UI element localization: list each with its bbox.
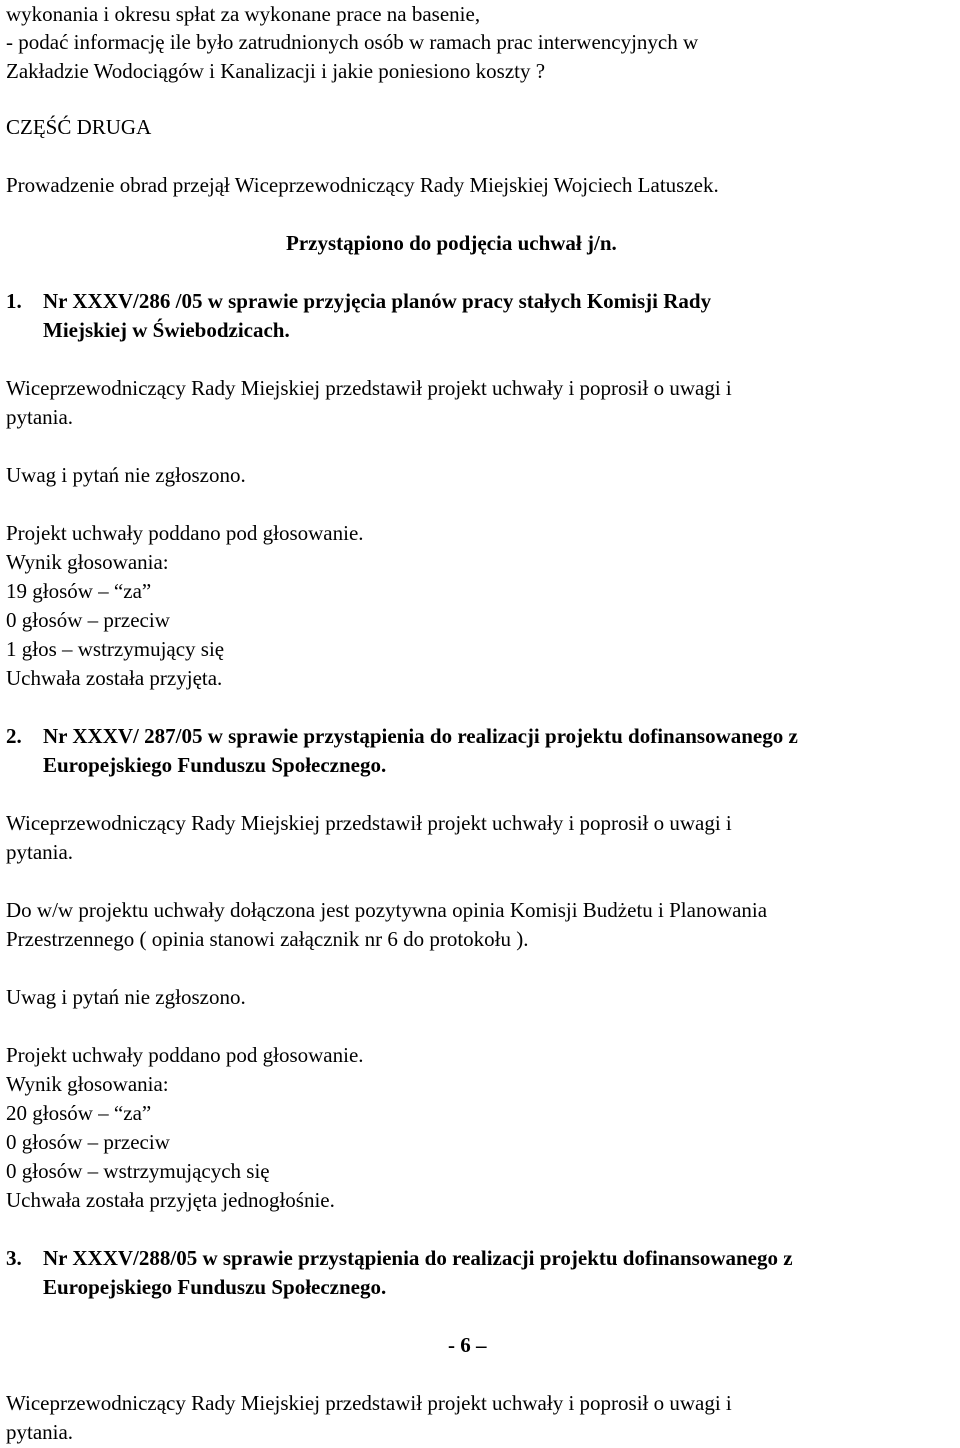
vote-intro: Projekt uchwały poddano pod głosowanie. [6,521,364,545]
presentation-text-continuation: pytania. [6,840,74,864]
presentation-text: Wiceprzewodniczący Rady Miejskiej przedstawił projekt uchwały i poprosił o uwagi i [6,1391,732,1415]
resolution-title: Nr XXXV/286 /05 w sprawie przyjęcia planów pracy stałych Komisji Rady [43,289,712,313]
resolution-number: 2. [6,724,22,748]
votes-abstain: 1 głos – wstrzymujący się [6,637,225,661]
paragraph-continuation: wykonania i okresu spłat za wykonane prace na basenie, [6,2,481,26]
presentation-text-continuation: pytania. [6,1420,74,1444]
resolution-outcome: Uchwała została przyjęta jednogłośnie. [6,1188,335,1212]
vote-label: Wynik głosowania: [6,1072,169,1096]
opinion-text: Do w/w projektu uchwały dołączona jest pozytywna opinia Komisji Budżetu i Planowania [6,898,768,922]
presentation-text: Wiceprzewodniczący Rady Miejskiej przedstawił projekt uchwały i poprosił o uwagi i [6,376,732,400]
chair-statement: Prowadzenie obrad przejął Wiceprzewodniczący Rady Miejskiej Wojciech Latuszek. [6,173,719,197]
votes-against: 0 głosów – przeciw [6,608,170,632]
resolution-title-continuation: Miejskiej w Świebodzicach. [43,318,290,342]
dash-list-item-continuation: Zakładzie Wodociągów i Kanalizacji i jakie poniesiono koszty ? [6,59,546,83]
section-heading: CZĘŚĆ DRUGA [6,115,152,139]
votes-for: 19 głosów – “za” [6,579,152,603]
resolution-number: 3. [6,1246,22,1270]
presentation-text: Wiceprzewodniczący Rady Miejskiej przedstawił projekt uchwały i poprosił o uwagi i [6,811,732,835]
resolution-title-continuation: Europejskiego Funduszu Społecznego. [43,753,387,777]
no-questions-text: Uwag i pytań nie zgłoszono. [6,463,246,487]
resolution-title-continuation: Europejskiego Funduszu Społecznego. [43,1275,387,1299]
votes-abstain: 0 głosów – wstrzymujących się [6,1159,270,1183]
vote-intro: Projekt uchwały poddano pod głosowanie. [6,1043,364,1067]
dash-list-item: - podać informację ile było zatrudnionych osób w ramach prac interwencyjnych w [6,30,699,54]
vote-label: Wynik głosowania: [6,550,169,574]
resolution-outcome: Uchwała została przyjęta. [6,666,223,690]
resolution-number: 1. [6,289,22,313]
resolution-title: Nr XXXV/288/05 w sprawie przystąpienia do realizacji projektu dofinansowanego z [43,1246,793,1270]
presentation-text-continuation: pytania. [6,405,74,429]
resolution-title: Nr XXXV/ 287/05 w sprawie przystąpienia do realizacji projektu dofinansowanego z [43,724,798,748]
resolutions-subheading: Przystąpiono do podjęcia uchwał j/n. [286,231,617,255]
opinion-text-continuation: Przestrzennego ( opinia stanowi załącznik nr 6 do protokołu ). [6,927,529,951]
votes-against: 0 głosów – przeciw [6,1130,170,1154]
no-questions-text: Uwag i pytań nie zgłoszono. [6,985,246,1009]
votes-for: 20 głosów – “za” [6,1101,152,1125]
page-number: - 6 – [448,1333,487,1357]
